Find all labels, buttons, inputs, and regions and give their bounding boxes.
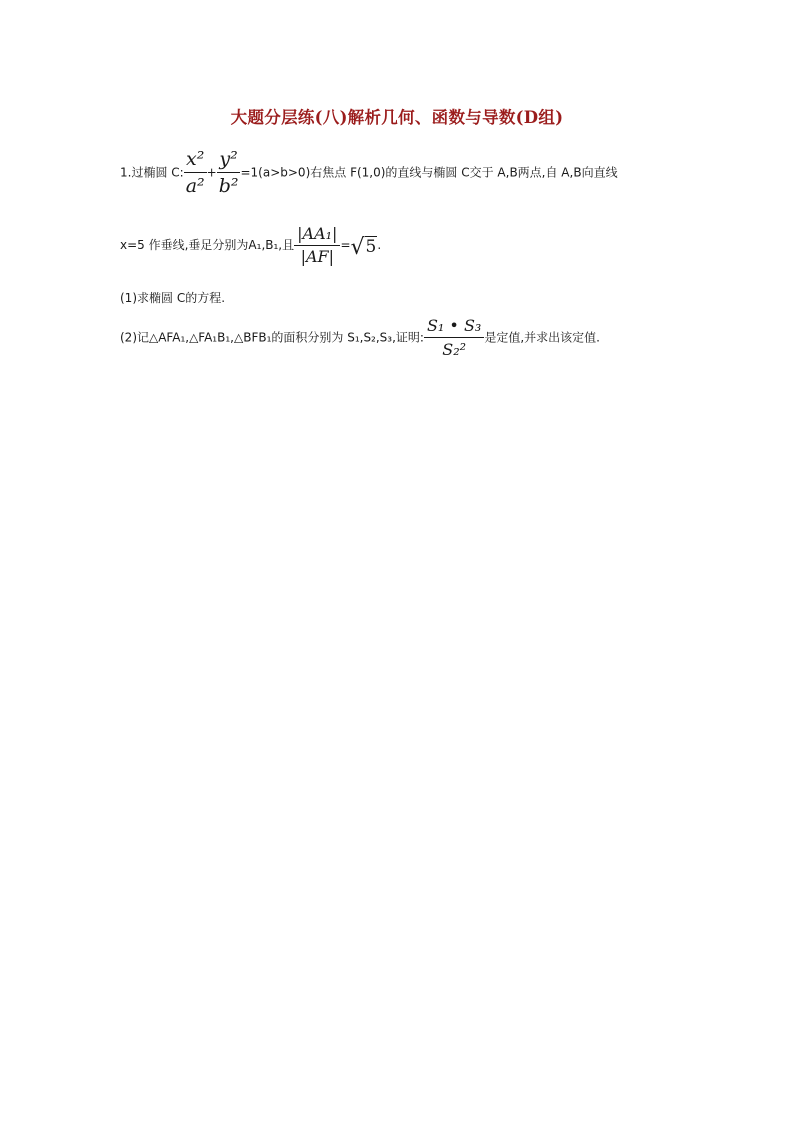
fraction-x-denominator: a² xyxy=(185,175,205,197)
plus-sign: + xyxy=(206,165,217,180)
question-1-condition: =1(a>b>0)右焦点 F(1,0)的直线与椭圆 C交于 A,B两点,自 A,B向直线 xyxy=(240,165,618,180)
ellipse-fraction-y xyxy=(217,150,241,196)
area-ratio-numerator: S₁ • S₃ xyxy=(426,316,482,335)
area-ratio-fraction xyxy=(424,318,484,358)
sqrt-radicand: 5 xyxy=(365,236,377,257)
fraction-y-numerator: y² xyxy=(219,148,238,170)
question-1-line-2-text: x=5 作垂线,垂足分别为A₁,B₁,且 xyxy=(120,238,295,252)
part-2-conclusion: 是定值,并求出该定值. xyxy=(484,330,600,345)
sqrt-five xyxy=(350,234,378,260)
fraction-x-numerator: x² xyxy=(185,148,205,170)
radical-sign: √ xyxy=(350,234,365,260)
question-1-intro: 1.过椭圆 C: xyxy=(120,165,184,180)
ratio-denominator: |AF| xyxy=(300,247,334,266)
question-1-line-1 xyxy=(120,150,618,196)
question-1-line-2 xyxy=(120,226,381,265)
ellipse-fraction-x xyxy=(184,150,207,196)
question-1-part-2 xyxy=(120,318,600,358)
equals-sign: = xyxy=(340,238,351,252)
question-1-part-1: (1)求椭圆 C的方程. xyxy=(120,291,226,305)
period: . xyxy=(377,238,382,252)
part-2-text: (2)记△AFA₁,△FA₁B₁,△BFB₁的面积分别为 S₁,S₂,S₃,证明: xyxy=(120,330,424,345)
fraction-y-denominator: b² xyxy=(218,175,239,197)
ratio-numerator: |AA₁| xyxy=(297,224,338,243)
area-ratio-denominator: S₂² xyxy=(442,340,467,359)
ratio-fraction xyxy=(294,226,340,265)
page-title: 大题分层练(八)解析几何、函数与导数(D组) xyxy=(230,108,564,127)
